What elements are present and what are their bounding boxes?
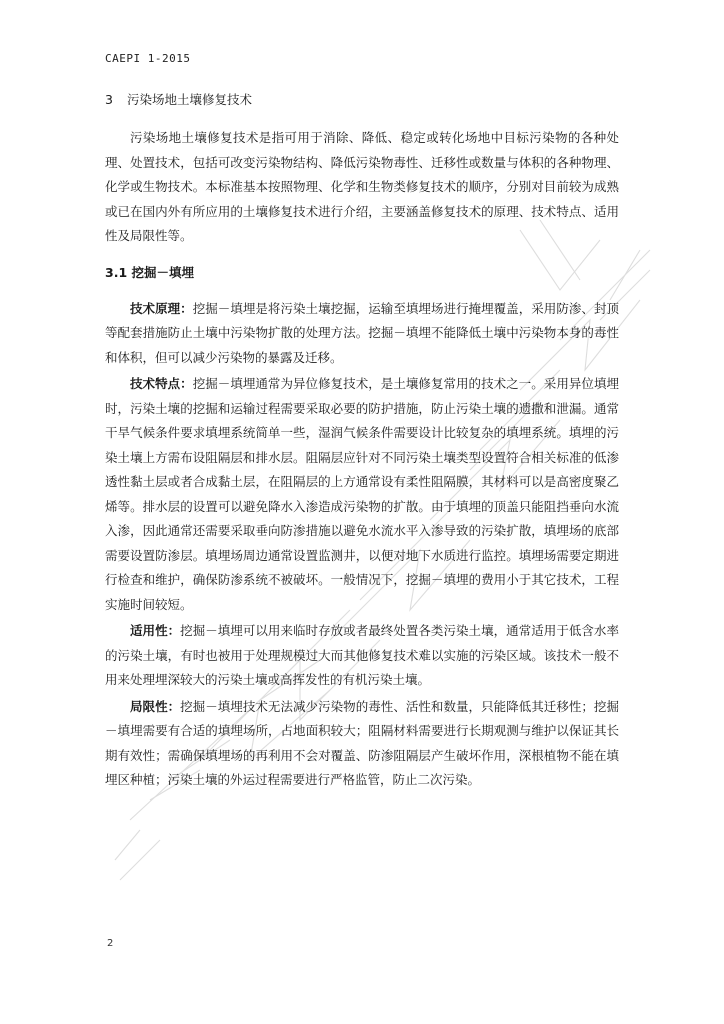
document-body <box>105 90 619 795</box>
limitations-text: 挖掘－填埋技术无法减少污染物的毒性、活性和数量，只能降低其迁移性；挖掘－填埋需要有合适的填埋场所，占地面积较大；阻隔材料需要进行长期观测与维护以保证其长期有效性；需确保填埋场的再利用不会对覆盖、防渗阻隔层产生破坏作用，深根植物不能在填埋区种植；污染土壤的外运过程需要进行严格监管，防止二次污染。 <box>105 698 619 787</box>
applicability-text: 挖掘－填埋可以用来临时存放或者最终处置各类污染土壤，通常适用于低含水率的污染土壤，有时也被用于处理规模过大而其他修复技术难以实施的污染区域。该技术一般不用来处理埋深较大的污染土壤或高挥发性的有机污染土壤。 <box>105 623 619 687</box>
principle-paragraph <box>105 297 619 371</box>
principle-text: 挖掘－填埋是将污染土壤挖掘，运输至填埋场进行掩埋覆盖，采用防渗、封顶等配套措施防止土壤中污染物扩散的处理方法。挖掘－填埋不能降低土壤中污染物本身的毒性和体积，但可以减少污染物的暴露及迁移。 <box>105 300 619 365</box>
section-title: 污染场地土壤修复技术 <box>127 92 253 107</box>
applicability-label: 适用性： <box>130 623 181 638</box>
subsection-title: 3.1 挖掘－填埋 <box>105 264 194 280</box>
section-number: 3 <box>105 92 113 107</box>
applicability-paragraph <box>105 619 619 693</box>
features-text: 挖掘－填埋通常为异位修复技术，是土壤修复常用的技术之一。采用异位填埋时，污染土壤的挖掘和运输过程需要采取必要的防护措施，防止污染土壤的遗撒和泄漏。通常干旱气候条件要求填埋系统简单一些，湿润气候条件需要设计比较复杂的填埋系统。填埋的污染土壤上方需布设阻隔层和排水层。阻隔层应针对不同污染土壤类型设置符合相关标准的低渗透性黏土层或者合成黏土层，在阻隔层的上方通常设有柔性阻隔膜，其材料可以是高密度聚乙烯等。排水层的设置可以避免降水入渗造成污染物的扩散。由于填埋的顶盖只能阻挡垂向水流入渗，因此通常还需要采取垂向防渗措施以避免水流水平入渗导致的污染扩散，填埋场的底部需要设置防渗层。填埋场周边通常设置监测井，以便对地下水质进行监控。填埋场需要定期进行检查和维护，确保防渗系统不被破坏。一般情况下，挖掘－填埋的费用小于其它技术，工程实施时间较短。 <box>105 376 619 612</box>
document-code: CAEPI 1-2015 <box>105 52 191 65</box>
section-intro-paragraph: 污染场地土壤修复技术是指可用于消除、降低、稳定或转化场地中目标污染物的各种处理、处置技术，包括可改变污染物结构、降低污染物毒性、迁移性或数量与体积的各种物理、化学或生物技术。本标准基本按照物理、化学和生物类修复技术的顺序，分别对目前较为成熟或已在国内外有所应用的土壤修复技术进行介绍，主要涵盖修复技术的原理、技术特点、适用性及局限性等。 <box>105 130 619 243</box>
limitations-paragraph <box>105 695 619 793</box>
page-number: 2 <box>107 938 114 949</box>
features-label: 技术特点： <box>130 376 193 391</box>
section-heading <box>105 90 619 110</box>
features-paragraph <box>105 372 619 617</box>
principle-label: 技术原理： <box>130 300 193 316</box>
limitations-label: 局限性： <box>130 698 181 714</box>
